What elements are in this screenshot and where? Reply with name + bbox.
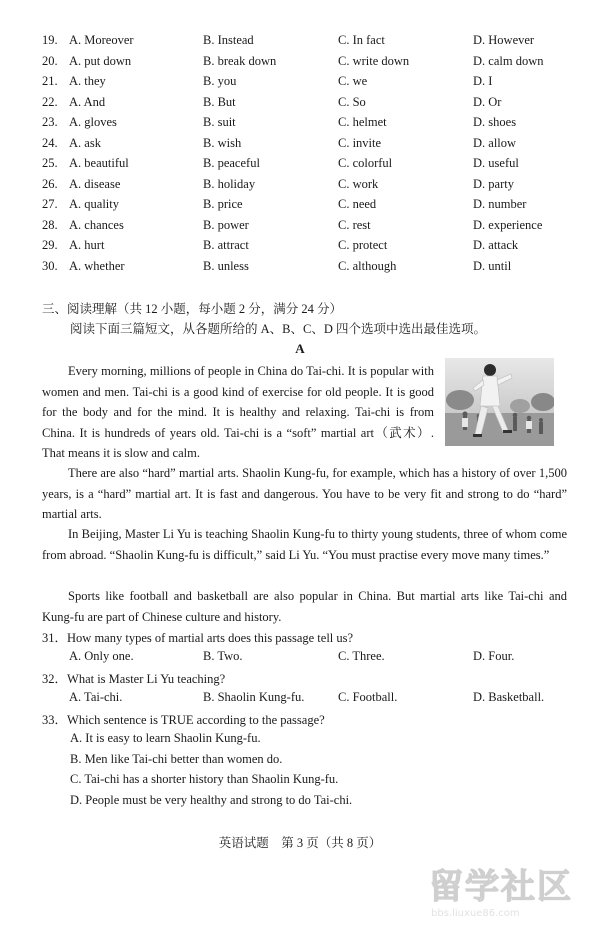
question-text: How many types of martial arts does this passage tell us? bbox=[67, 631, 354, 645]
option-d[interactable]: D. until bbox=[473, 258, 512, 273]
option-d[interactable]: D. calm down bbox=[473, 53, 544, 68]
question-31-options bbox=[42, 649, 562, 669]
option-d[interactable]: D. Or bbox=[473, 94, 502, 109]
question-number: 24. bbox=[42, 135, 58, 150]
cloze-row bbox=[42, 115, 562, 135]
option-a[interactable]: A. whether bbox=[69, 258, 125, 273]
option-d[interactable]: D. attack bbox=[473, 238, 519, 252]
question-number: 19. bbox=[42, 33, 58, 47]
tai-chi-photo-icon bbox=[445, 358, 554, 446]
option-a[interactable]: A. It is easy to learn Shaolin Kung-fu. bbox=[70, 731, 261, 745]
question-number: 30. bbox=[42, 258, 58, 273]
question-number: 22. bbox=[42, 94, 58, 109]
option-b[interactable]: B. suit bbox=[203, 115, 236, 129]
option-a[interactable]: A. disease bbox=[69, 176, 121, 191]
page-footer: 英语试题 第 3 页（共 8 页） bbox=[218, 836, 382, 850]
option-c[interactable]: C. In fact bbox=[338, 33, 385, 47]
option-c[interactable]: C. protect bbox=[338, 238, 388, 252]
option-c[interactable]: C. work bbox=[338, 176, 379, 191]
option-a[interactable]: A. ask bbox=[69, 135, 101, 150]
passage-paragraph-2: There are also “hard” martial arts. Shaolin Kung-fu, for example, which has a history of over 1,500 years, is a “hard” martial art. It is fast and dangerous. You have to be very fit and strong to do “hard” martial arts. bbox=[42, 466, 567, 521]
option-b[interactable]: B. attract bbox=[203, 238, 249, 252]
option-b[interactable]: B. price bbox=[203, 197, 243, 211]
cloze-row bbox=[42, 177, 562, 197]
cloze-row bbox=[42, 54, 562, 74]
cloze-row bbox=[42, 33, 562, 53]
question-text: Which sentence is TRUE according to the passage? bbox=[67, 713, 325, 727]
option-d[interactable]: D. Basketball. bbox=[473, 690, 545, 704]
option-d[interactable]: D. experience bbox=[473, 217, 543, 232]
option-b[interactable]: B. Two. bbox=[203, 649, 243, 663]
option-d[interactable]: D. allow bbox=[473, 135, 517, 150]
option-c[interactable]: C. need bbox=[338, 197, 377, 211]
option-a[interactable]: A. gloves bbox=[69, 115, 117, 129]
section-instruction: 阅读下面三篇短文，从各题所给的 A、B、C、D 四个选项中选出最佳选项。 bbox=[70, 322, 486, 336]
cloze-row bbox=[42, 259, 562, 279]
option-d[interactable]: D. Four. bbox=[473, 649, 515, 663]
option-d[interactable]: D. shoes bbox=[473, 115, 517, 129]
question-number: 21. bbox=[42, 74, 58, 88]
cloze-row bbox=[42, 136, 562, 156]
question-number: 26. bbox=[42, 176, 58, 191]
option-c[interactable]: C. rest bbox=[338, 217, 371, 232]
svg-text:留学社区: 留学社区 bbox=[429, 867, 573, 907]
option-a[interactable]: A. quality bbox=[69, 197, 119, 211]
option-d[interactable]: D. number bbox=[473, 197, 527, 211]
question-number: 32． bbox=[42, 672, 68, 686]
question-number: 28. bbox=[42, 217, 58, 232]
question-number: 33． bbox=[42, 713, 68, 727]
cloze-row bbox=[42, 238, 562, 258]
cloze-row bbox=[42, 156, 562, 176]
option-c[interactable]: C. Tai-chi has a shorter history than Shaolin Kung-fu. bbox=[70, 772, 339, 786]
option-a[interactable]: A. chances bbox=[69, 217, 124, 232]
passage-paragraph-4: Sports like football and basketball are also popular in China. But martial arts like Tai-chi and Kung-fu are part of Chinese culture and history. bbox=[42, 589, 567, 624]
passage-title: A bbox=[295, 341, 305, 356]
question-number: 20. bbox=[42, 53, 58, 68]
question-number: 31． bbox=[42, 631, 68, 645]
option-b[interactable]: B. wish bbox=[203, 135, 242, 150]
cloze-row bbox=[42, 197, 562, 217]
option-a[interactable]: A. And bbox=[69, 94, 106, 109]
option-b[interactable]: B. Shaolin Kung-fu. bbox=[203, 690, 305, 704]
option-a[interactable]: A. put down bbox=[69, 53, 132, 68]
question-32 bbox=[42, 669, 225, 687]
question-number: 29. bbox=[42, 238, 58, 252]
question-number: 25. bbox=[42, 156, 58, 170]
cloze-row bbox=[42, 74, 562, 94]
option-b[interactable]: B. you bbox=[203, 74, 237, 88]
option-a[interactable]: A. hurt bbox=[69, 238, 105, 252]
option-c[interactable]: C. write down bbox=[338, 53, 410, 68]
option-c[interactable]: C. helmet bbox=[338, 115, 387, 129]
option-a[interactable]: A. Tai-chi. bbox=[69, 690, 123, 704]
option-c[interactable]: C. Three. bbox=[338, 649, 385, 663]
passage-paragraph-3: In Beijing, Master Li Yu is teaching Shaolin Kung-fu to thirty young students, three of whom come from abroad. “Shaolin Kung-fu is difficult,” said Li Yu. “You must practise every move many times.” bbox=[42, 527, 567, 562]
question-number: 23. bbox=[42, 115, 58, 129]
option-b[interactable]: B. power bbox=[203, 217, 249, 232]
cloze-row bbox=[42, 95, 562, 115]
option-b[interactable]: B. Instead bbox=[203, 33, 254, 47]
option-d[interactable]: D. party bbox=[473, 176, 514, 191]
question-text: What is Master Li Yu teaching? bbox=[67, 672, 226, 686]
passage-paragraph-1: Every morning, millions of people in China do Tai-chi. It is popular with women and men. Tai-chi is a good kind of exercise for old people. It is good for the body and for the mind. It is healthy and relaxing. Tai-chi is from China. It is hundreds of years old. Tai-chi is a “soft” martial art（武术）. That means it is slow and calm. bbox=[42, 364, 434, 460]
cloze-row bbox=[42, 218, 562, 238]
question-number: 27. bbox=[42, 197, 58, 211]
option-d[interactable]: D. People must be very healthy and strong to do Tai-chi. bbox=[70, 793, 353, 807]
option-c[interactable]: C. colorful bbox=[338, 156, 393, 170]
option-c[interactable]: C. So bbox=[338, 94, 366, 109]
option-c[interactable]: C. although bbox=[338, 258, 397, 273]
watermark-logo-icon bbox=[425, 862, 585, 922]
option-b[interactable]: B. unless bbox=[203, 258, 249, 273]
option-b[interactable]: B. Men like Tai-chi better than women do. bbox=[70, 752, 283, 766]
option-a[interactable]: A. they bbox=[69, 74, 106, 88]
option-d[interactable]: D. However bbox=[473, 33, 535, 47]
option-c[interactable]: C. Football. bbox=[338, 690, 398, 704]
option-a[interactable]: A. Moreover bbox=[69, 33, 134, 47]
option-a[interactable]: A. beautiful bbox=[69, 156, 129, 170]
option-a[interactable]: A. Only one. bbox=[69, 649, 134, 663]
option-d[interactable]: D. I bbox=[473, 74, 493, 88]
section-heading: 三、阅读理解（共 12 小题，每小题 2 分，满分 24 分） bbox=[42, 302, 343, 316]
option-b[interactable]: B. break down bbox=[203, 53, 277, 68]
option-c[interactable]: C. we bbox=[338, 74, 368, 88]
option-b[interactable]: B. peaceful bbox=[203, 156, 260, 170]
question-33 bbox=[42, 710, 325, 728]
svg-text:bbs.liuxue86.com: bbs.liuxue86.com bbox=[431, 908, 520, 919]
option-b[interactable]: B. But bbox=[203, 94, 236, 109]
option-c[interactable]: C. invite bbox=[338, 135, 382, 150]
option-b[interactable]: B. holiday bbox=[203, 176, 256, 191]
option-d[interactable]: D. useful bbox=[473, 156, 519, 170]
question-32-options bbox=[42, 690, 562, 710]
question-31 bbox=[42, 628, 353, 646]
